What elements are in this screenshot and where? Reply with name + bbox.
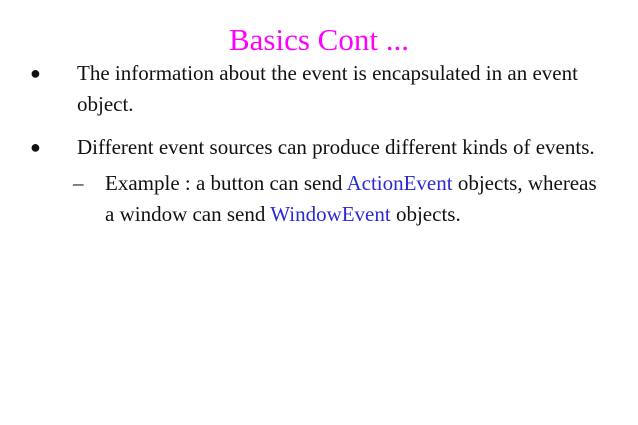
dash-icon: – <box>73 171 84 195</box>
sub-bullet-example <box>65 168 608 230</box>
bullet-item-event-object <box>30 58 620 120</box>
bullet-list <box>30 58 620 242</box>
sub-text-part-3: objects. <box>390 202 461 226</box>
sub-bullet-list <box>65 168 608 230</box>
term-window-event: WindowEvent <box>270 202 391 226</box>
bullet-dot-icon: ● <box>30 63 41 83</box>
sub-text-part-1: Example : a button can send <box>105 171 347 195</box>
slide-title: Basics Cont ... <box>229 22 409 57</box>
bullet-text: The information about the event is encapsulated in an event object. <box>77 61 578 116</box>
bullet-text: Different event sources can produce different kinds of events. <box>77 135 595 159</box>
bullet-dot-icon: ● <box>30 137 41 157</box>
term-action-event: ActionEvent <box>346 171 453 195</box>
sub-text-part-2: objects, whereas a window can send <box>105 171 597 226</box>
bullet-item-event-sources <box>30 132 620 230</box>
